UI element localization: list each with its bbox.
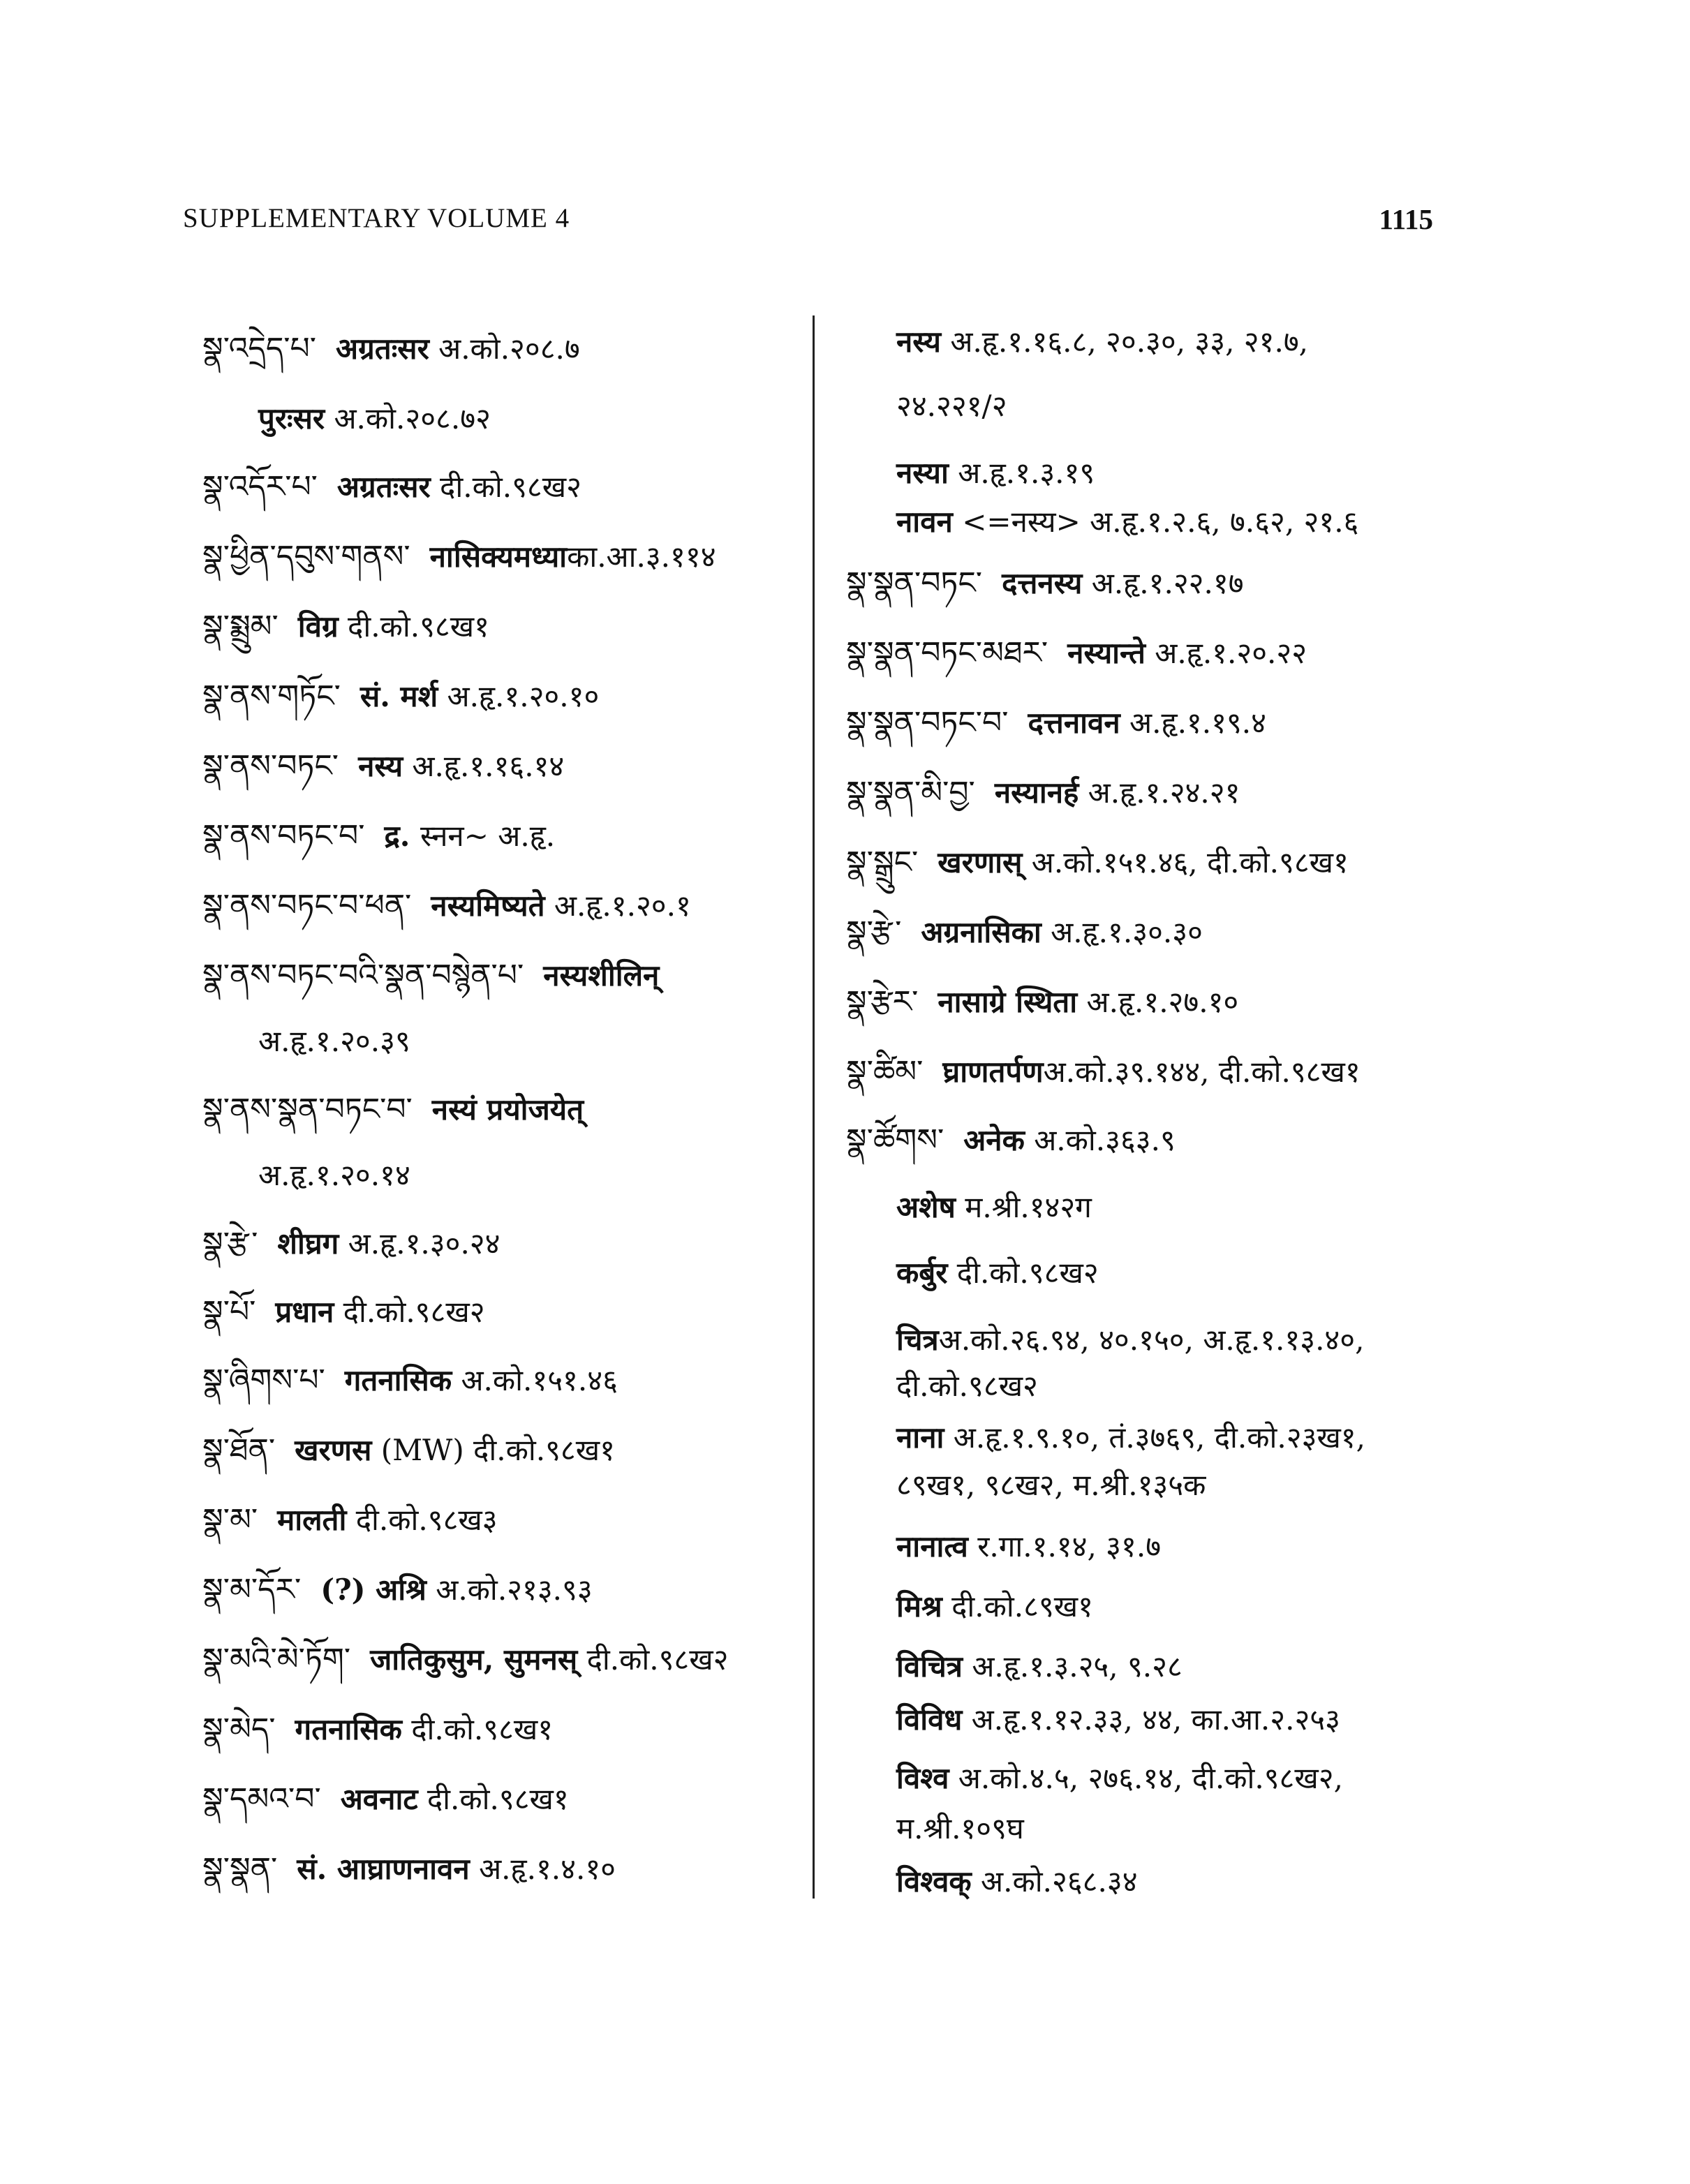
tibetan-headword: སྣ་པོ་ <box>202 1294 256 1330</box>
running-title: SUPPLEMENTARY VOLUME 4 <box>183 203 570 233</box>
entry-line <box>258 398 491 440</box>
source-reference: अ.हृ.१.२०.३९ <box>258 1024 410 1058</box>
tibetan-headword: སྣ་ནས་བཏང་ <box>202 748 339 784</box>
source-reference: ८९ख१, ९८ख२, म.श्री.१३५क <box>896 1468 1206 1502</box>
sanskrit-equivalent: नस्य <box>358 749 403 783</box>
tibetan-headword: སྣ་འདོར་པ་ <box>202 469 318 505</box>
source-reference: अ.हृ.१.२२.१७ <box>1082 566 1244 600</box>
sanskrit-equivalent: अवनाट <box>340 1782 418 1816</box>
entry-line <box>202 1429 615 1471</box>
source-reference: २४.२२१/२ <box>896 389 1007 423</box>
sanskrit-equivalent: अग्रतःसर <box>335 332 429 366</box>
tibetan-headword: སྣ་ཞིགས་པ་ <box>202 1362 325 1398</box>
entry-line <box>202 1709 553 1751</box>
entry-line <box>846 912 1203 953</box>
tibetan-headword: སྣ་ཕྱིན་དབུས་གནས་ <box>202 539 410 574</box>
source-reference: अ.हृ.१.२०.२२ <box>1145 636 1307 670</box>
entry-line <box>202 1778 569 1820</box>
tibetan-headword: སྣ་མ་ <box>202 1502 258 1538</box>
source-reference: दी.को.९८ख२ <box>947 1256 1099 1290</box>
entry-line <box>202 1639 728 1681</box>
entry-line <box>846 563 1244 604</box>
sanskrit-equivalent: अशेष <box>896 1190 956 1224</box>
sanskrit-equivalent: नस्यं प्रयोजयेत् <box>431 1092 584 1127</box>
sanskrit-equivalent: नस्यमिष्यते <box>431 889 545 923</box>
entry-line <box>896 1526 1161 1568</box>
sanskrit-equivalent: दत्तनस्य <box>1002 566 1083 600</box>
source-reference: अ.को.१५१.४६ <box>452 1363 618 1397</box>
source-reference: दी.को.९८ख१ <box>338 609 489 644</box>
source-reference: अ.को.२०८.७२ <box>325 401 491 436</box>
entry-line <box>846 772 1240 814</box>
sanskrit-equivalent: विचित्र <box>896 1649 963 1684</box>
entry-line <box>258 1154 410 1196</box>
sanskrit-equivalent: नानात्व <box>896 1529 968 1563</box>
entry-line <box>202 1360 618 1402</box>
tibetan-headword: སྣ་སྣན་བཏང་ <box>846 565 983 601</box>
entry-line <box>202 1499 498 1541</box>
source-reference: अ.हृ.१.२०.१० <box>438 679 600 713</box>
source-reference: दी.को.९८ख२ <box>334 1295 485 1329</box>
entry-line <box>896 1808 1024 1850</box>
sanskrit-equivalent: नस्या <box>896 456 949 490</box>
sanskrit-equivalent: गतनासिक <box>295 1712 402 1746</box>
entry-line <box>896 1187 1092 1228</box>
entry-line <box>202 676 599 718</box>
tibetan-headword: སྣ་ནས་བཏང་བ་ཕན་ <box>202 888 412 923</box>
tibetan-headword: སྣ་སྣན་ <box>202 1851 278 1887</box>
tibetan-headword: སྣ་མ་དོར་ <box>202 1572 302 1607</box>
source-reference: <=नस्य> अ.हृ.१.२.६, ७.६२, २१.६ <box>952 505 1359 539</box>
source-reference: दी.को.९८ख२ <box>430 470 581 504</box>
source-reference: अ.को.३९.१४४, दी.को.९८ख१ <box>1043 1055 1361 1089</box>
column-divider <box>813 315 815 1899</box>
sanskrit-equivalent: अग्रतःसर <box>336 470 431 504</box>
source-reference: दी.को.९८ख३ <box>346 1503 498 1537</box>
source-reference: दी.को.९८ख२ <box>896 1369 1038 1403</box>
tibetan-headword: སྣ་རྩེར་ <box>846 984 919 1020</box>
sanskrit-equivalent: नस्यान्ते <box>1067 636 1146 670</box>
entry-line <box>846 981 1238 1023</box>
tibetan-headword: སྣ་སྒྲུང་ <box>846 845 919 880</box>
sanskrit-equivalent: सं. मर्श <box>360 679 438 713</box>
source-reference: अ.को.१५१.४६, दी.को.९८ख१ <box>1022 845 1349 879</box>
sanskrit-equivalent: शीघ्रग <box>277 1226 339 1261</box>
entry-line <box>202 1223 500 1265</box>
tibetan-headword: སྣ་མའི་མེ་ཏོག་ <box>202 1642 351 1677</box>
source-reference: अ.हृ.१.४.१० <box>469 1852 616 1886</box>
source-reference: दी.को.८९ख१ <box>942 1589 1093 1624</box>
sanskrit-equivalent: गतनासिक <box>344 1363 452 1397</box>
sanskrit-equivalent: अग्रनासिका <box>921 915 1042 949</box>
entry-line <box>202 1569 593 1611</box>
source-reference: अ.हृ.१.२७.१० <box>1077 985 1239 1019</box>
entry-line <box>846 632 1307 674</box>
tibetan-headword: སྣ་འདྲེད་པ་ <box>202 331 316 366</box>
sanskrit-equivalent: सं. आघ्राणनावन <box>297 1852 470 1886</box>
sanskrit-equivalent: विश्व <box>896 1761 949 1795</box>
entry-line <box>202 536 716 578</box>
sanskrit-equivalent: मिश्र <box>896 1589 942 1624</box>
entry-line <box>896 1758 1343 1799</box>
source-reference: अ.हृ.१.३०.२४ <box>339 1226 501 1261</box>
entry-line <box>896 1861 1138 1903</box>
tibetan-headword: སྣ་ཚིམ་ <box>846 1054 924 1090</box>
entry-line <box>896 321 1308 363</box>
source-reference: दी.को.९८ख२ <box>577 1642 729 1677</box>
sanskrit-equivalent: जातिकुसुम, सुमनस् <box>370 1642 578 1677</box>
source-reference: अ.हृ.१.२०.१ <box>544 889 691 923</box>
sanskrit-equivalent: पुरःसर <box>258 401 325 436</box>
source-reference: र.गा.१.१४, ३१.७ <box>968 1529 1162 1563</box>
entry-line <box>202 885 691 927</box>
entry-line <box>202 466 581 508</box>
entry-line <box>202 745 564 787</box>
entry-line <box>896 385 1007 427</box>
sanskrit-equivalent: नस्यानर्ह <box>994 775 1079 810</box>
entry-line <box>846 1120 1176 1161</box>
sanskrit-equivalent: नासाग्रे स्थिता <box>937 985 1078 1019</box>
source-reference: अ.हृ.१.२४.२१ <box>1079 775 1240 810</box>
sanskrit-equivalent: अनेक <box>963 1123 1025 1157</box>
entry-line <box>202 606 489 648</box>
tibetan-headword: སྣ་ཐོན་ <box>202 1432 276 1468</box>
sanskrit-equivalent: नस्य <box>896 325 942 359</box>
entry-line <box>896 1365 1038 1407</box>
entry-line <box>202 328 580 370</box>
sanskrit-equivalent: खरणस <box>295 1433 372 1467</box>
entry-line <box>202 955 659 997</box>
source-reference: अ.हृ.१.३.२५, ९.२८ <box>962 1649 1183 1684</box>
sanskrit-equivalent: विग्र <box>297 609 339 644</box>
tibetan-headword: སྣ་སྣན་བཏང་བ་ <box>846 705 1009 741</box>
tibetan-headword: སྣ་ནས་བཏང་བའི་སྣན་བསྙེན་པ་ <box>202 958 524 993</box>
entry-line <box>896 1319 1364 1361</box>
source-reference: अ.को.४.५, २७६.१४, दी.को.९८ख२, <box>949 1761 1343 1795</box>
source-reference: अ.हृ.१.९.१०, तं.३७६९, दी.को.२३ख१, <box>944 1420 1365 1455</box>
sanskrit-equivalent: द्र. <box>384 819 421 853</box>
entry-line <box>202 1291 485 1333</box>
sanskrit-equivalent: नासिक्यमध्या <box>429 540 568 574</box>
tibetan-headword: སྣ་མེད་ <box>202 1711 276 1747</box>
tibetan-headword: སྣ་ནས་བཏང་བ་ <box>202 818 365 854</box>
tibetan-headword: སྣ་སྨྲུམ་ <box>202 609 279 644</box>
sanskrit-equivalent: नावन <box>896 505 953 539</box>
entry-line <box>896 1586 1093 1628</box>
source-reference: स्नन~ अ.हृ. <box>420 819 556 853</box>
sanskrit-equivalent: नस्यशीलिन् <box>543 958 660 993</box>
source-reference: दी.को.९८ख१ <box>417 1782 569 1816</box>
sanskrit-equivalent: खरणास् <box>937 845 1023 879</box>
source-reference: अ.हृ.१.३.१९ <box>948 456 1095 490</box>
tibetan-headword: སྣ་རྩེ་ <box>846 914 902 950</box>
source-reference: अ.को.२१३.९३ <box>426 1573 593 1607</box>
entry-line <box>896 1464 1206 1506</box>
entry-line <box>202 1848 616 1890</box>
entry-line <box>846 842 1349 884</box>
entry-line <box>896 1699 1340 1741</box>
entry-line <box>896 452 1095 494</box>
tibetan-headword: སྣ་སྣན་མི་བྱ་ <box>846 775 975 810</box>
sanskrit-equivalent: घ्राणतर्पण <box>942 1055 1044 1089</box>
source-reference: अ.हृ.१.१६.१४ <box>403 749 565 783</box>
entry-line <box>896 1417 1365 1459</box>
tibetan-headword: སྣ་དམའ་བ་ <box>202 1781 321 1817</box>
entry-line <box>846 1051 1361 1093</box>
entry-line <box>202 815 555 857</box>
source-reference: का.आ.३.११४ <box>567 540 716 574</box>
tibetan-headword: སྣ་ཚོགས་ <box>846 1122 944 1158</box>
sanskrit-equivalent: नाना <box>896 1420 944 1455</box>
sanskrit-equivalent: दत्तनावन <box>1028 706 1120 740</box>
source-reference: अ.को.३६३.९ <box>1024 1123 1176 1157</box>
sanskrit-equivalent: चित्र <box>896 1323 939 1357</box>
entry-line <box>896 501 1358 543</box>
sanskrit-equivalent: प्रधान <box>275 1295 334 1329</box>
source-reference: म.श्री.१०९घ <box>896 1811 1024 1845</box>
source-reference: अ.हृ.१.१९.४ <box>1120 706 1266 740</box>
source-reference: अ.हृ.१.१२.३३, ४४, का.आ.२.२५३ <box>962 1702 1340 1737</box>
source-reference: अ.हृ.१.३०.३० <box>1041 915 1203 949</box>
entry-line <box>202 1089 584 1131</box>
source-reference: (MW) दी.को.९८ख१ <box>371 1433 615 1467</box>
source-reference: अ.को.२६८.३४ <box>971 1864 1138 1899</box>
entry-line <box>846 702 1266 744</box>
source-reference: अ.हृ.१.२०.१४ <box>258 1158 410 1192</box>
source-reference: अ.को.२६.९४, ४०.१५०, अ.हृ.१.१३.४०, <box>938 1323 1365 1357</box>
entry-line <box>896 1646 1183 1688</box>
sanskrit-equivalent: मालती <box>277 1503 347 1537</box>
sanskrit-equivalent: विश्वक् <box>896 1864 972 1899</box>
source-reference: दी.को.९८ख१ <box>401 1712 554 1746</box>
sanskrit-equivalent: कर्बुर <box>896 1256 948 1290</box>
entry-line <box>258 1020 410 1062</box>
page-header <box>183 202 1433 244</box>
entry-line <box>896 1252 1099 1294</box>
tibetan-headword: སྣ་ནས་གཏོང་ <box>202 678 341 714</box>
tibetan-headword: སྣ་རྩེ་ <box>202 1226 258 1261</box>
tibetan-headword: སྣ་ནས་སྣན་བཏང་བ་ <box>202 1092 413 1127</box>
source-reference: अ.को.२०८.७ <box>429 332 580 366</box>
source-reference: अ.हृ.१.१६.८, २०.३०, ३३, २१.७, <box>941 325 1309 359</box>
sanskrit-equivalent: (?) अश्रि <box>320 1573 427 1607</box>
page-number: 1115 <box>1379 203 1433 235</box>
source-reference: म.श्री.१४२ग <box>955 1190 1092 1224</box>
sanskrit-equivalent: विविध <box>896 1702 963 1737</box>
tibetan-headword: སྣ་སྣན་བཏང་མཐར་ <box>846 635 1048 671</box>
